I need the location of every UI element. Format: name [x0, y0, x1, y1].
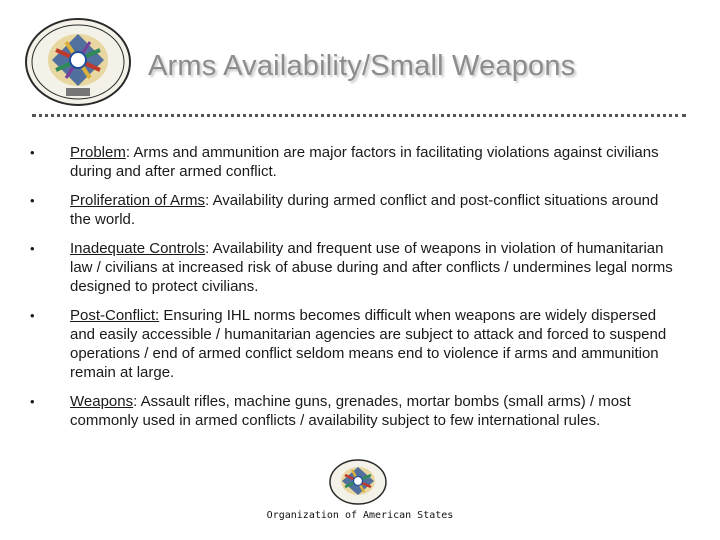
- bullet-item-inadequate-controls: [30, 239, 680, 296]
- bullet-term: Weapons: [70, 393, 134, 410]
- bullet-item-problem: [30, 143, 680, 181]
- page-title: Arms Availability/Small Weapons: [148, 50, 576, 82]
- bullet-term: Problem: [70, 144, 126, 161]
- bullet-item-proliferation: [30, 191, 680, 229]
- bullet-text: : Availability during armed conflict and post-conflict situations around the world.: [70, 192, 659, 228]
- bullet-glyph: •: [30, 394, 35, 409]
- bullet-glyph: •: [30, 145, 35, 160]
- bullet-text: : Arms and ammunition are major factors in facilitating violations against civilians during and after armed conflict.: [70, 144, 659, 180]
- oas-seal-icon: [328, 458, 388, 506]
- bullet-list: [30, 143, 680, 440]
- bullet-text: : Assault rifles, machine guns, grenades, mortar bombs (small arms) / most commonly used in armed conflicts / availability subject to few international rules.: [70, 393, 631, 429]
- bullet-term: Inadequate Controls: [70, 240, 206, 257]
- bullet-text: Ensuring IHL norms becomes difficult when weapons are widely dispersed and easily accessible / humanitarian agencies are subject to attack and forced to suspend operations / end of armed conflict seldom means end to violence if arms and ammunition remain at large.: [70, 307, 667, 381]
- title-divider: [32, 114, 686, 117]
- bullet-text: : Availability and frequent use of weapons in violation of humanitarian law / civilians at increased risk of abuse during and after conflicts / undermines legal norms designed to protect civilians.: [70, 240, 673, 295]
- organization-name: Organization of American States: [266, 510, 454, 521]
- bullet-term: Proliferation of Arms: [70, 192, 206, 209]
- bullet-item-post-conflict: [30, 306, 680, 382]
- bullet-term: Post-Conflict:: [70, 307, 160, 324]
- bullet-item-weapons: [30, 392, 680, 430]
- bullet-glyph: •: [30, 193, 35, 208]
- bullet-glyph: •: [30, 308, 35, 323]
- oas-seal-icon: [22, 16, 134, 108]
- bullet-glyph: •: [30, 241, 35, 256]
